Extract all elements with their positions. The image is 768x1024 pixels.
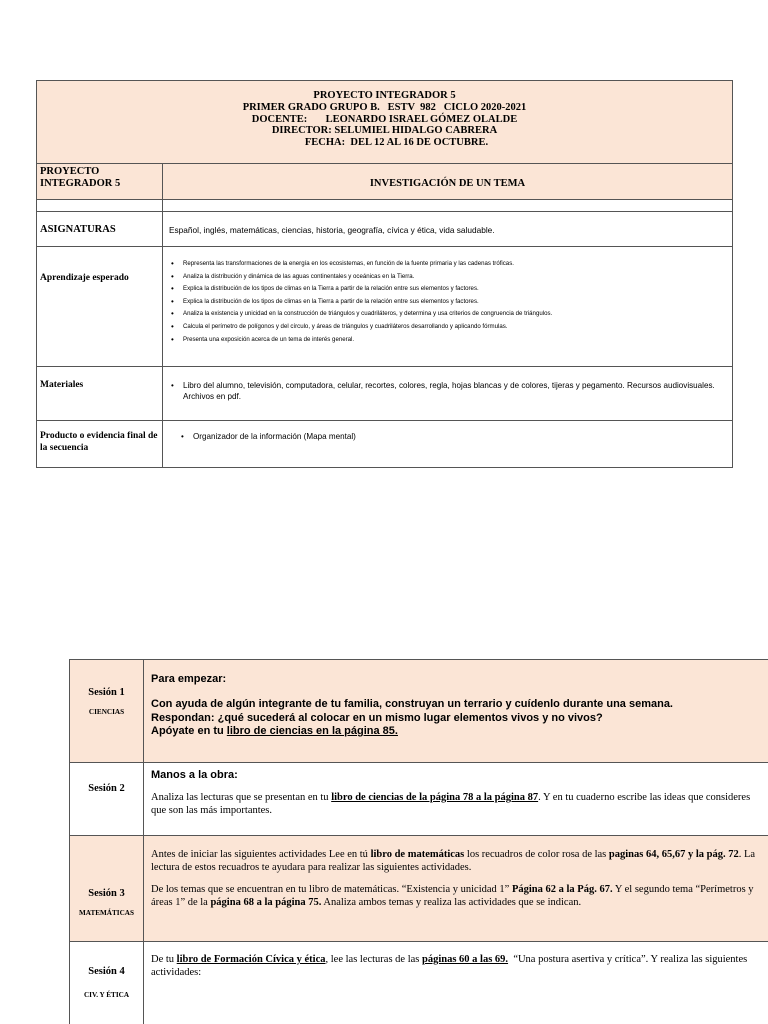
sessions-table bbox=[69, 659, 768, 1024]
session-3-title: Sesión 3 bbox=[88, 888, 125, 899]
proyecto-label: PROYECTO INTEGRADOR 5 bbox=[37, 164, 163, 199]
session-1-cell bbox=[70, 660, 144, 762]
project-header bbox=[37, 81, 732, 164]
session-3-subject: MATEMÁTICAS bbox=[79, 909, 134, 917]
list-item: • Explica la distribución de los tipos de climas en la Tierra a partir de la relación entre sus elementos y factores. bbox=[169, 283, 726, 296]
proyecto-value: INVESTIGACIÓN DE UN TEMA bbox=[163, 164, 732, 199]
session-3-cell bbox=[70, 836, 144, 941]
list-item: • Representa las transformaciones de la energía en los ecosistemas, en función de la fuente primaria y las cadenas tróficas. bbox=[169, 258, 726, 271]
session-3-row bbox=[70, 836, 768, 942]
session-2-title: Sesión 2 bbox=[88, 783, 125, 794]
session-2-row bbox=[70, 763, 768, 836]
session-4-cell bbox=[70, 942, 144, 1024]
header-line-4: DIRECTOR: SELUMIEL HIDALGO CABRERA bbox=[271, 125, 498, 137]
project-info-table bbox=[36, 80, 733, 468]
proyecto-row bbox=[37, 164, 732, 200]
session-2-book-ref: libro de ciencias de la página 78 a la página 87 bbox=[331, 792, 539, 803]
session-4-row bbox=[70, 942, 768, 1024]
producto-row bbox=[37, 421, 732, 467]
session-4-title: Sesión 4 bbox=[88, 966, 125, 977]
session-2-heading: Manos a la obra: bbox=[151, 769, 238, 781]
header-line-5: FECHA: DEL 12 AL 16 DE OCTUBRE. bbox=[304, 137, 489, 149]
session-3-paragraph-2: De los temas que se encuentran en tu libro de matemáticas. “Existencia y unicidad 1” Página 62 a la Pág. 67. Y el segundo tema “Perímetros y áreas 1” de la página 68 a la página 75. Analiza ambos temas y realiza las actividades que se indican. bbox=[151, 884, 754, 908]
session-1-heading: Para empezar: bbox=[151, 673, 227, 685]
session-4-subject: CIV. Y ÉTICA bbox=[83, 991, 130, 999]
session-2-cell bbox=[70, 763, 144, 835]
list-item: • Explica la distribución de los tipos de climas en la Tierra a partir de la relación entre sus elementos y factores. bbox=[169, 296, 726, 309]
list-item: • Analiza la existencia y unicidad en la construcción de triángulos y cuadriláteros, y determina y usa criterios de congruencia de triángulos. bbox=[169, 308, 726, 321]
blank-row bbox=[37, 200, 732, 212]
session-1-book-ref: libro de ciencias en la página 85. bbox=[226, 725, 398, 737]
header-line-3: DOCENTE: LEONARDO ISRAEL GÓMEZ OLALDE bbox=[251, 113, 518, 125]
session-4-book-ref: libro de Formación Cívica y ética bbox=[176, 954, 326, 965]
session-4-text: De tu libro de Formación Cívica y ética, lee las lecturas de las páginas 60 a las 69. “Una postura asertiva y crítica”. Y realiza las siguientes actividades: bbox=[151, 954, 750, 978]
session-2-text: Analiza las lecturas que se presentan en tu libro de ciencias de la página 78 a la página 87. Y en tu cuaderno escribe las ideas que consideres que son las más importantes. bbox=[151, 792, 751, 816]
list-item: • Calcula el perímetro de polígonos y del círculo, y áreas de triángulos y cuadriláteros desarrollando y aplicando fórmulas. bbox=[169, 321, 726, 334]
header-line-2: PRIMER GRADO GRUPO B. ESTV 982 CICLO 2020-2021 bbox=[242, 101, 527, 113]
producto-label: Producto o evidencia final de la secuencia bbox=[37, 421, 163, 467]
list-item: • Presenta una exposición acerca de un tema de interés general. bbox=[169, 334, 726, 347]
aprendizaje-row bbox=[37, 247, 732, 367]
producto-value: • Organizador de la información (Mapa mental) bbox=[179, 431, 726, 442]
materiales-value: • Libro del alumno, televisión, computadora, celular, recortes, colores, regla, hojas blancas y de colores, tijeras y pegamento. Recursos audiovisuales. Archivos en pdf. bbox=[169, 380, 726, 402]
materiales-label: Materiales bbox=[37, 367, 163, 420]
header-line-1: PROYECTO INTEGRADOR 5 bbox=[313, 90, 456, 101]
list-item: • Analiza la distribución y dinámica de las aguas continentales y oceánicas en la Tierra. bbox=[169, 271, 726, 284]
session-1-line-3: Apóyate en tu libro de ciencias en la página 85. bbox=[151, 725, 398, 737]
asignaturas-label: ASIGNATURAS bbox=[37, 212, 163, 246]
session-1-title: Sesión 1 bbox=[88, 687, 125, 698]
asignaturas-value: Español, inglés, matemáticas, ciencias, historia, geografía, cívica y ética, vida saludable. bbox=[169, 225, 495, 235]
session-1-line-2: Respondan: ¿qué sucederá al colocar en un mismo lugar elementos vivos y no vivos? bbox=[151, 711, 603, 724]
aprendizaje-label: Aprendizaje esperado bbox=[37, 247, 163, 366]
session-1-subject: CIENCIAS bbox=[88, 708, 125, 716]
session-3-paragraph-1: Antes de iniciar las siguientes actividades Lee en tú libro de matemáticas los recuadros de color rosa de las paginas 64, 65,67 y la pág. 72. La lectura de estos recuadros te ayudara para realizar las siguientes actividades. bbox=[151, 849, 756, 873]
session-1-row bbox=[70, 660, 768, 763]
aprendizaje-list bbox=[169, 258, 726, 346]
materiales-row bbox=[37, 367, 732, 421]
session-1-line-1: Con ayuda de algún integrante de tu familia, construyan un terrario y cuídenlo durante una semana. bbox=[151, 698, 673, 710]
blank-cell-left bbox=[37, 200, 163, 211]
blank-cell-right bbox=[163, 200, 732, 211]
asignaturas-row bbox=[37, 212, 732, 247]
